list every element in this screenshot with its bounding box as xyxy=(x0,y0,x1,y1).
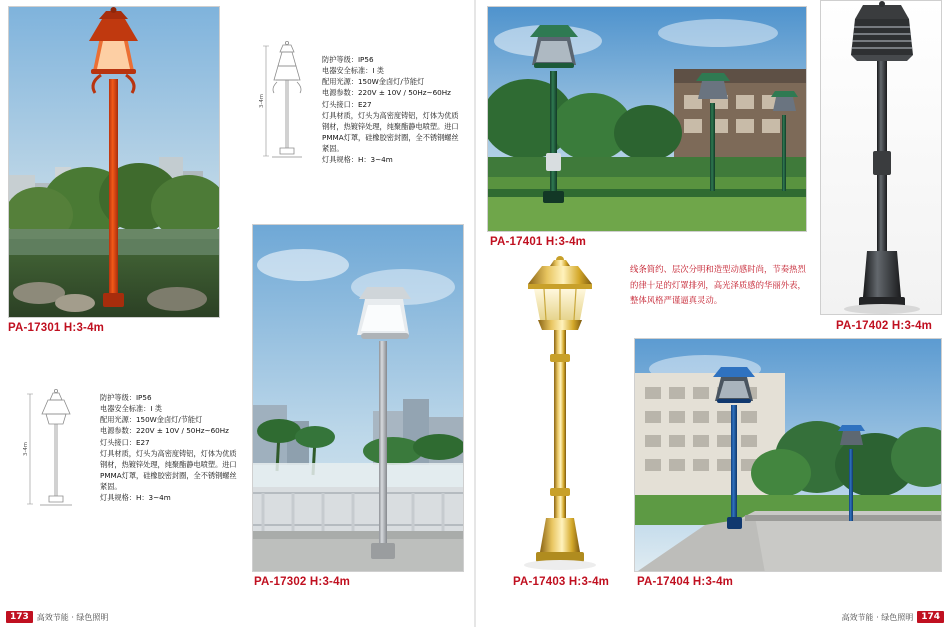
svg-text:3-4m: 3-4m xyxy=(23,441,29,456)
footer-left-text: 高效节能 · 绿色照明 xyxy=(36,612,109,622)
spec-line: 紧固。 xyxy=(322,144,344,154)
spec-line: 电源参数：220V ± 10V / 50Hz~60Hz xyxy=(322,88,451,98)
spec-line: 灯具规格：H：3~4m xyxy=(100,493,171,503)
svg-text:3-4m: 3-4m xyxy=(259,93,265,108)
spec-line: 灯具规格：H：3~4m xyxy=(322,155,393,165)
spec-line: 灯具材质，灯头为高密度铸铝，灯体为优质 xyxy=(100,448,237,458)
spec-line: 灯头接口：E27 xyxy=(322,99,372,109)
spec-line: 钢材，热镀锌处理，纯聚酯静电喷塑。进口 xyxy=(322,121,459,131)
technical-sketch-bottom xyxy=(20,384,90,512)
caption-pa-17302: PA-17302 H:3-4m xyxy=(254,576,351,588)
page-spine xyxy=(474,0,476,627)
technical-sketch-top xyxy=(258,40,316,162)
spec-line: 防护等级：IP56 xyxy=(100,393,152,402)
spec-line: 电器安全标准：I 类 xyxy=(100,404,162,414)
spec-line: 电源参数：220V ± 10V / 50Hz~60Hz xyxy=(100,426,229,436)
caption-pa-17402: PA-17402 H:3-4m xyxy=(836,320,933,332)
spec-line: 防护等级：IP56 xyxy=(322,55,374,64)
blurb-line: 线条简约、层次分明和造型动感时尚，节奏热烈 xyxy=(630,264,806,274)
spec-line: 钢材，热镀锌处理，纯聚酯静电喷塑。进口 xyxy=(100,459,237,469)
spec-line: 灯具材质，灯头为高密度铸铝，灯体为优质 xyxy=(322,110,459,120)
spec-line: PMMA灯罩，硅橡胶密封圈，全不锈钢螺丝 xyxy=(322,133,459,143)
product-photo-pa-17301 xyxy=(8,6,220,318)
product-photo-pa-17302 xyxy=(252,224,464,572)
footer-right-text: 高效节能 · 绿色照明 xyxy=(841,612,914,622)
caption-pa-17401: PA-17401 H:3-4m xyxy=(490,236,587,248)
product-photo-pa-17403 xyxy=(500,250,620,572)
marketing-blurb xyxy=(630,262,810,309)
product-photo-pa-17402 xyxy=(820,0,942,315)
footer-right xyxy=(842,611,944,623)
caption-pa-17403: PA-17403 H:3-4m xyxy=(513,576,610,588)
product-photo-pa-17404 xyxy=(634,338,942,572)
footer-left xyxy=(6,611,108,623)
caption-pa-17301: PA-17301 H:3-4m xyxy=(8,322,105,334)
blurb-line: 整体风格严谨逼真灵动。 xyxy=(630,295,723,306)
product-photo-pa-17401 xyxy=(487,6,807,232)
page-number-left: 173 xyxy=(6,611,33,623)
page-number-right: 174 xyxy=(917,611,944,623)
spec-line: 紧固。 xyxy=(100,482,122,492)
blurb-line: 的律十足的灯罩排列，高光泽质感的华丽外表， xyxy=(630,279,806,290)
caption-pa-17404: PA-17404 H:3-4m xyxy=(637,576,734,588)
spec-line: PMMA灯罩，硅橡胶密封圈，全不锈钢螺丝 xyxy=(100,471,237,481)
spec-line: 配用光源：150W金卤灯/节能灯 xyxy=(322,77,425,87)
spec-line: 灯头接口：E27 xyxy=(100,437,150,447)
spec-block-top xyxy=(322,54,459,166)
spec-line: 电器安全标准：I 类 xyxy=(322,66,384,76)
spec-line: 配用光源：150W金卤灯/节能灯 xyxy=(100,415,203,425)
spec-block-bottom xyxy=(100,392,237,504)
